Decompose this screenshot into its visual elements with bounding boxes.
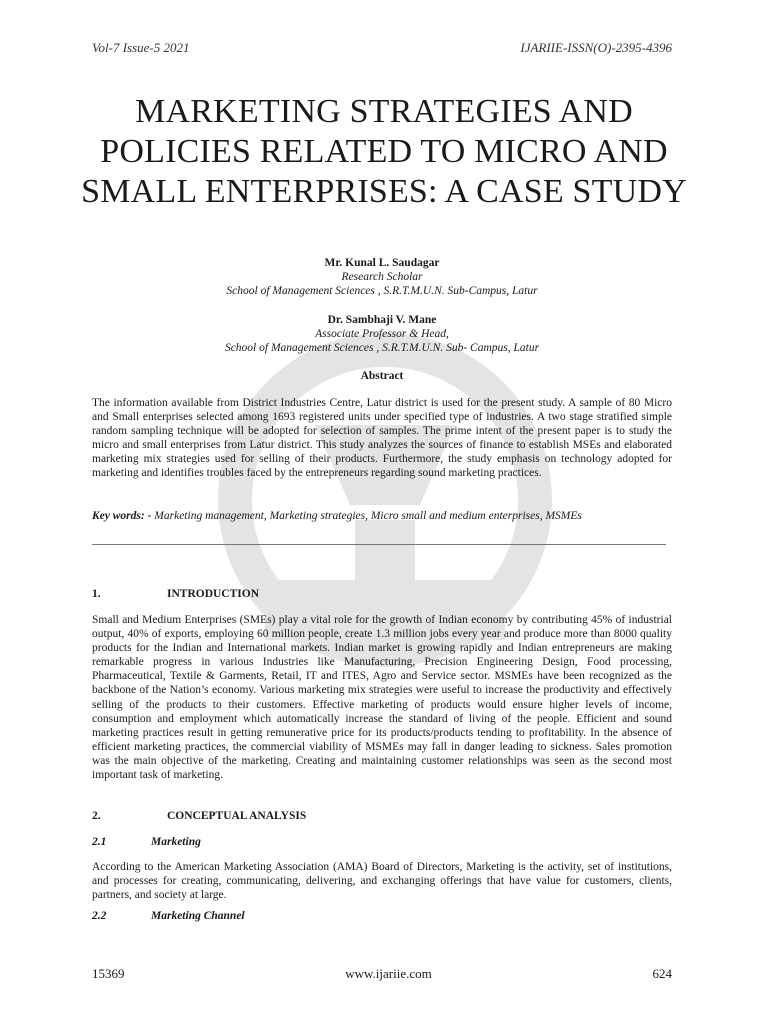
header-issn: IJARIIE-ISSN(O)-2395-4396 bbox=[520, 40, 672, 55]
abstract-heading: Abstract bbox=[360, 370, 404, 382]
footer-paper-id: 15369 bbox=[92, 966, 125, 981]
section-title: INTRODUCTION bbox=[167, 588, 260, 600]
footer-website: www.ijariie.com bbox=[345, 966, 432, 981]
author-1 bbox=[92, 256, 672, 298]
section-title: CONCEPTUAL ANALYSIS bbox=[167, 810, 307, 822]
section-number: 2. bbox=[92, 810, 101, 822]
abstract-text: The information available from District Industries Centre, Latur district is used for the present study. A sample of 80 Micro and Small enterprises selected among 1693 registered units under specified type of industries. A two stage stratified simple random sampling technique will be adopted for selection of samples. The prime intent of the present paper is to study the micro and small enterprises from Latur district. This study analyzes the sources of finance to establish MSEs and elaborated marketing mix strategies used for selling of their products. Furthermore, the study emphasis on technology adopted for marketing and identifies troubles faced by the entrepreneurs regarding sound marketing practices. bbox=[92, 397, 672, 480]
subsection-heading-marketing bbox=[92, 836, 672, 848]
subsection-heading-marketing-channel bbox=[92, 910, 672, 922]
subsection-number: 2.2 bbox=[92, 910, 107, 922]
running-header bbox=[92, 40, 672, 56]
section-number: 1. bbox=[92, 588, 101, 600]
section-heading-introduction bbox=[92, 588, 672, 600]
author-role: Associate Professor & Head, bbox=[315, 328, 449, 340]
subsection-title: Marketing bbox=[151, 836, 201, 848]
author-name: Mr. Kunal L. Saudagar bbox=[324, 257, 440, 269]
keywords-text: Marketing management, Marketing strategies, Micro small and medium enterprises, MSMEs bbox=[151, 510, 582, 522]
section-divider bbox=[92, 544, 666, 545]
author-2 bbox=[92, 313, 672, 355]
section-heading-conceptual-analysis bbox=[92, 810, 672, 822]
paper-title: MARKETING STRATEGIES AND POLICIES RELATED TO MICRO AND SMALL ENTERPRISES: A CASE STUDY bbox=[81, 93, 687, 210]
footer-page-number: 624 bbox=[652, 966, 672, 981]
keywords-label: Key words: - bbox=[92, 510, 152, 522]
author-role: Research Scholar bbox=[341, 271, 423, 283]
author-affiliation: School of Management Sciences , S.R.T.M.U.N. Sub- Campus, Latur bbox=[224, 342, 540, 354]
author-name: Dr. Sambhaji V. Mane bbox=[327, 314, 437, 326]
running-footer bbox=[92, 966, 672, 982]
author-affiliation: School of Management Sciences , S.R.T.M.U.N. Sub-Campus, Latur bbox=[226, 285, 538, 297]
subsection-title: Marketing Channel bbox=[151, 910, 245, 922]
marketing-definition-text: According to the American Marketing Association (AMA) Board of Directors, Marketing is the activity, set of institutions, and processes for creating, communicating, delivering, and exchanging offerings that have value for customers, clients, partners, and society at large. bbox=[92, 861, 672, 902]
introduction-text: Small and Medium Enterprises (SMEs) play a vital role for the growth of Indian economy by contributing 45% of industrial output, 40% of exports, employing 60 million people, create 1.3 million jobs every year and produce more than 8000 quality products for the Indian and International markets. Indian market is growing rapidly and Indian entrepreneurs are making remarkable progress in various Industries like Manufacturing, Precision Engineering Design, Food processing, Pharmaceutical, Textile & Garments, Retail, IT and ITES, Agro and Service sector. MSMEs have been recognized as the backbone of the Nation’s economy. Various marketing mix strategies were useful to increase the productivity and effectively selling of the products to their customers. Effective marketing of products would ensure higher levels of income, consumption and employment which automatically increase the standard of living of the people. Efficient and sound marketing practices result in getting remunerative price for its products/products tending to profitability. In the absence of efficient marketing practices, the commercial viability of MSMEs may fall in danger leading to sickness. Sales promotion was the main objective of the marketing. Creating and maintaining customer relationships was seen as the second most important task of marketing. bbox=[92, 614, 672, 782]
header-volume: Vol-7 Issue-5 2021 bbox=[92, 40, 190, 55]
subsection-number: 2.1 bbox=[92, 836, 107, 848]
keywords bbox=[92, 510, 672, 522]
